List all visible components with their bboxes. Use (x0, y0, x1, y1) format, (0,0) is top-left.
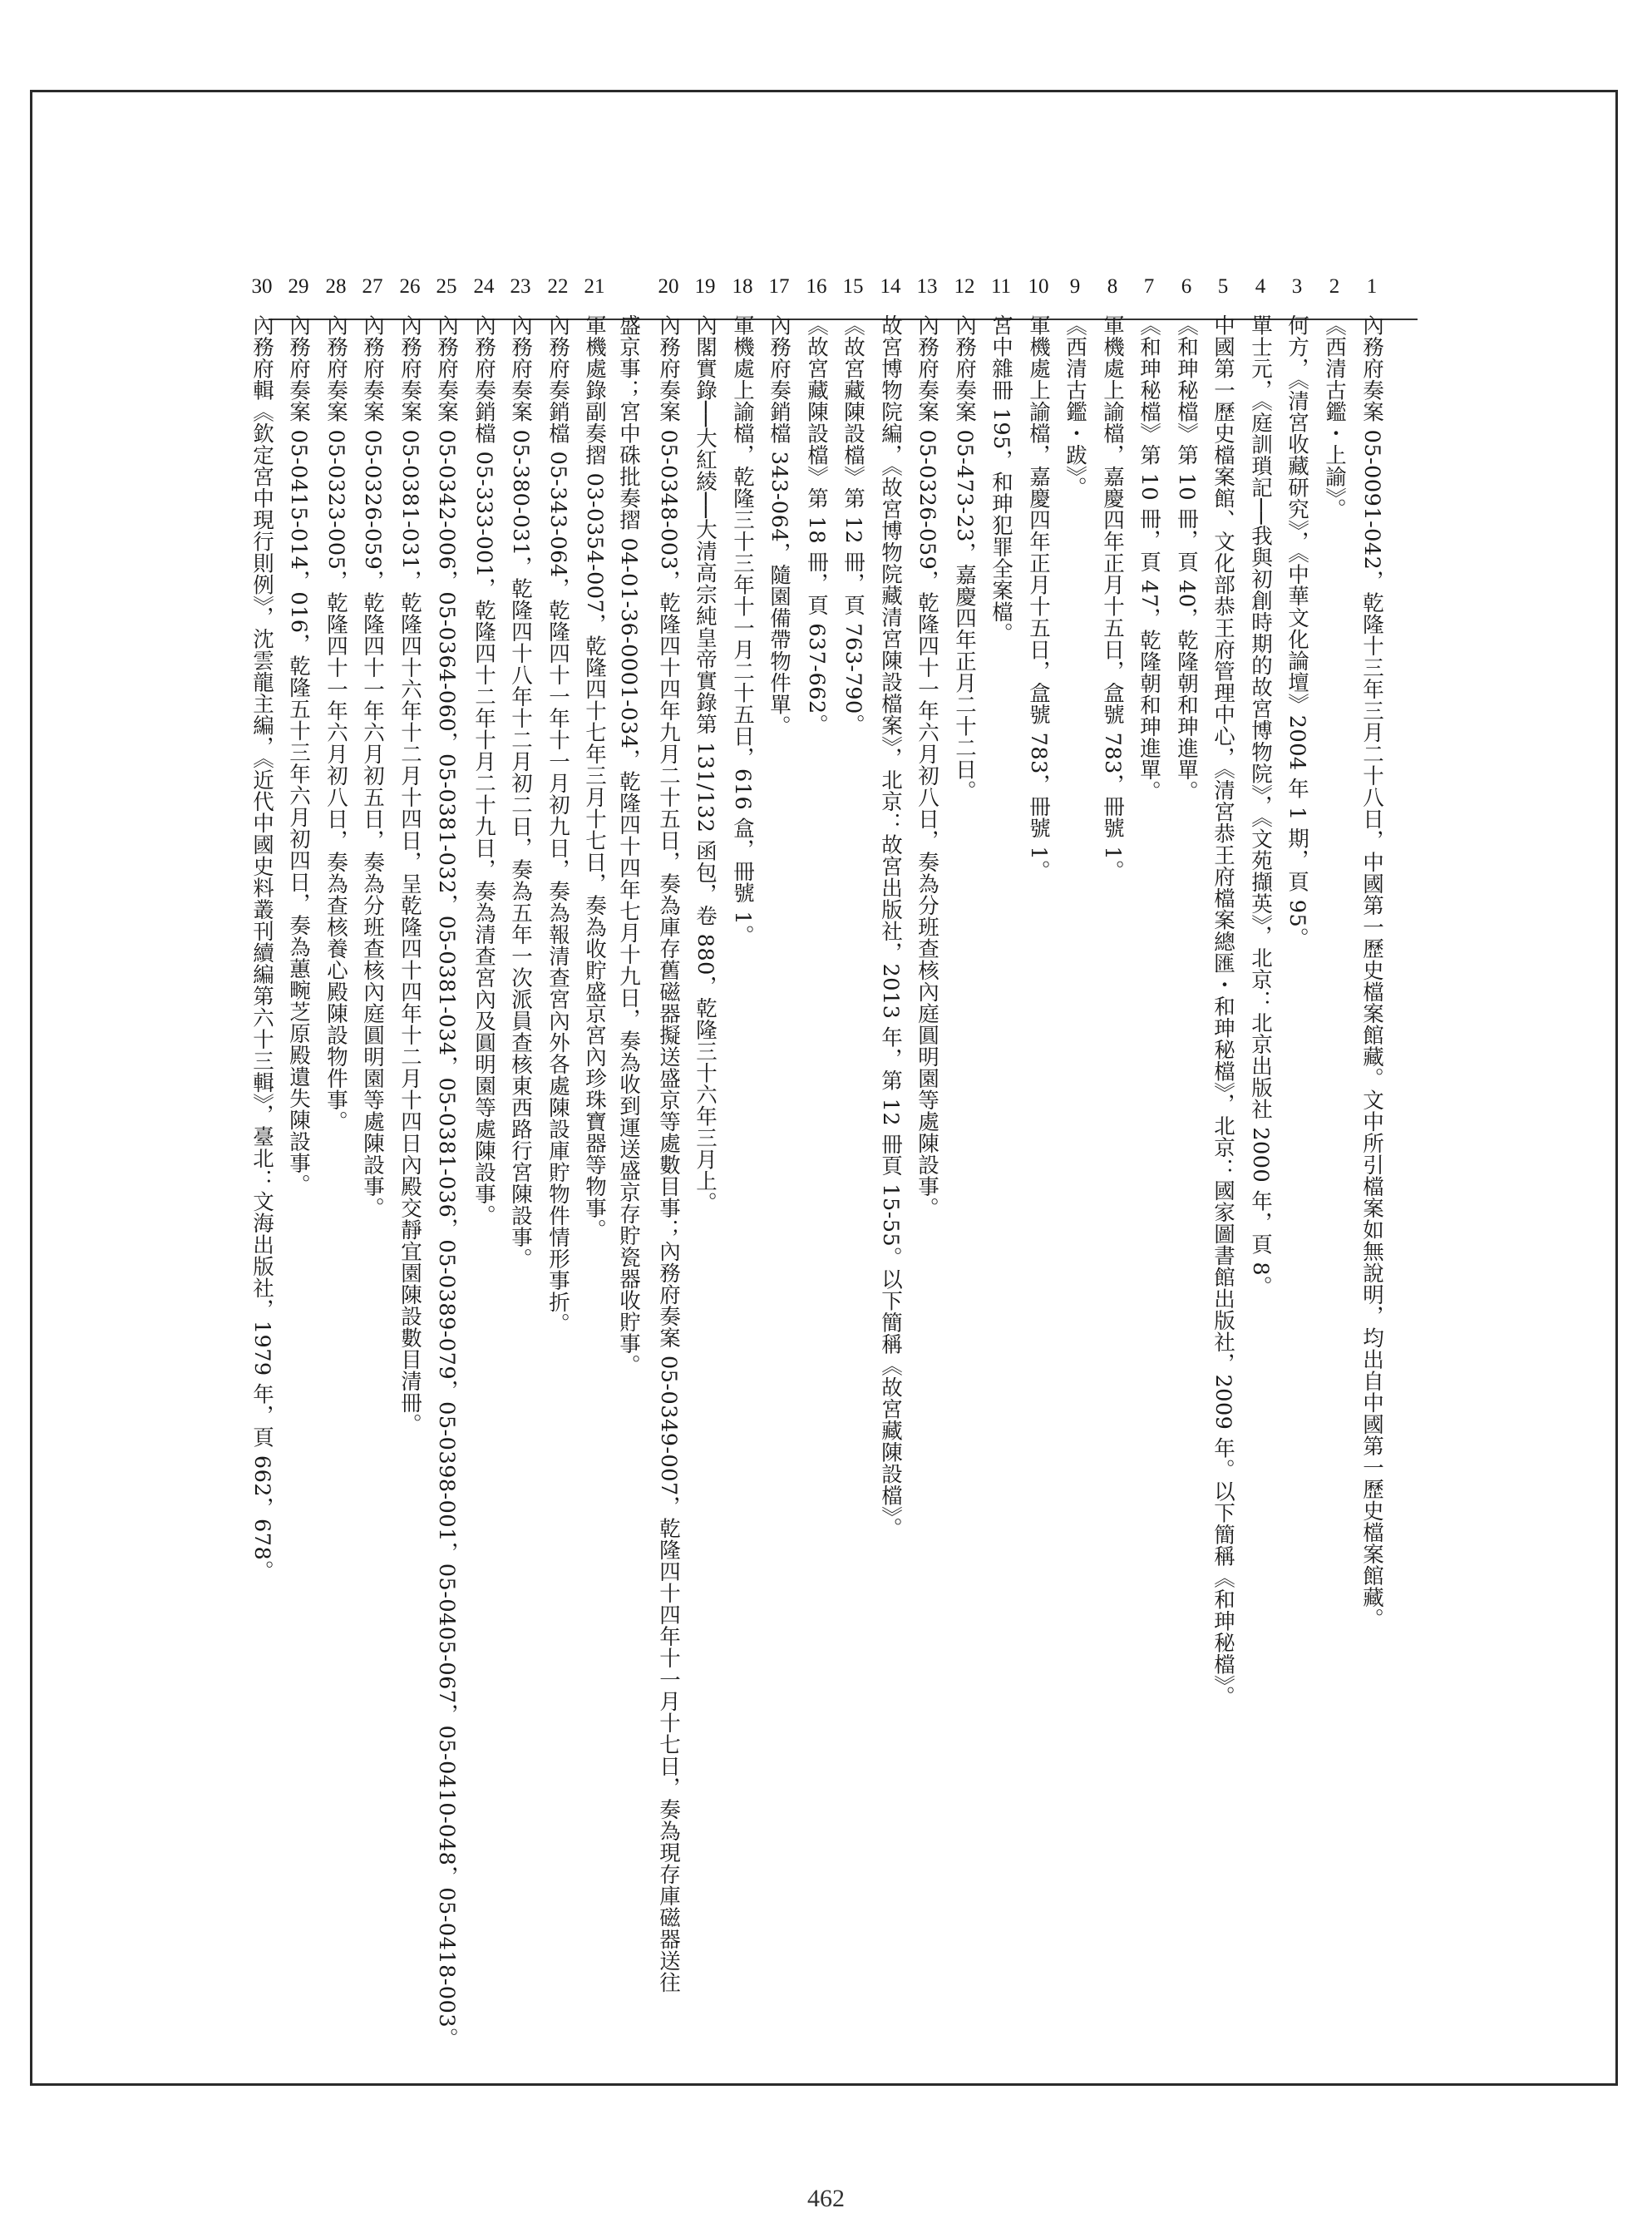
endnotes (0, 274, 1652, 2050)
endnote-text: 《和珅秘檔》第 10 冊，頁 40，乾隆朝和珅進單。 (1174, 314, 1199, 803)
endnote-text: 內務府奏案 05-0326-059，乾隆四十一年六月初八日，奏為分班查核內庭圓明園等處陳設事。 (915, 314, 939, 1219)
endnote-continuation-text: 盛京事；宮中硃批奏摺 04-01-36-0001-034，乾隆四十四年七月十九日，奏為收到運送盛京存貯瓷器收貯事。 (616, 314, 641, 1376)
endnote-text: 軍機處上諭檔，嘉慶四年正月十五日，盒號 783，冊號 1。 (1026, 314, 1051, 882)
endnote-number: 30 (251, 275, 273, 298)
endnote-text: 內閣實錄──大紅綾──大清高宗純皇帝實錄第 131/132 函包，卷 880，乾隆三十六年三月上。 (693, 314, 718, 1213)
endnote-text: 《故宮藏陳設檔》第 12 冊，頁 763-790。 (841, 314, 865, 736)
endnote (948, 274, 981, 802)
endnote-number: 11 (990, 275, 1012, 298)
endnote-text: 軍機處上諭檔，嘉慶四年正月十五日，盒號 783，冊號 1。 (1100, 314, 1125, 882)
endnote-text: 《和珅秘檔》第 10 冊，頁 47，乾隆朝和珅進單。 (1137, 314, 1161, 803)
endnote-number: 14 (880, 275, 901, 298)
endnote-continuation (615, 314, 648, 1379)
endnote (688, 274, 722, 1213)
endnote-text: 《西清古鑑・上諭》。 (1322, 314, 1347, 521)
endnote (356, 274, 389, 1218)
endnote (652, 274, 685, 1993)
endnote (541, 274, 575, 1335)
endnote (1280, 274, 1314, 949)
endnote-number: 18 (732, 275, 753, 298)
endnote-text: 內務府奏案 05-380-031，乾隆四十八年十二月初二日，奏為五年一次派員查核東西路行宮陳設事。 (508, 314, 533, 1270)
endnote-text: 內務府奏案 05-0342-006，05-0364-060，05-0381-032，05-0381-034，05-0381-036，05-0389-079，05-0398-001，05-0405-067，05-0410-048，05-0418-003。 (434, 314, 459, 2050)
endnote (1206, 274, 1240, 1707)
endnote-number: 26 (399, 275, 421, 298)
endnote-number: 28 (325, 275, 347, 298)
endnote (393, 274, 427, 1435)
endnote (874, 274, 907, 1539)
endnote-text: 內務府輯《欽定宮中現行則例》，沈雲龍主編，《近代中國史料叢刊續編第六十三輯》，臺北：文海出版社，1979 年，頁 662，678。 (249, 314, 274, 1583)
endnote-number: 4 (1255, 275, 1266, 298)
endnote (282, 274, 315, 1196)
endnote-text: 內務府奏案 05-473-23，嘉慶四年正月二十二日。 (952, 314, 977, 802)
endnote-number: 7 (1143, 275, 1155, 298)
endnote-text: 內務府奏案 05-0091-042，乾隆十三年三月二十八日，中國第一歷史檔案館藏。文中所引檔案如無說明，均出自中國第一歷史檔案館藏。 (1359, 314, 1384, 1630)
endnote-text: 內務府奏案 05-0415-014，016，乾隆五十三年六月初四日，奏為蕙畹芝原殿遺失陳設事。 (286, 314, 311, 1196)
endnote-text: 內務府奏案 05-0326-059，乾隆四十一年六月初五日，奏為分班查核內庭圓明園等處陳設事。 (360, 314, 385, 1219)
endnote-text: 內務府奏銷檔 05-333-001，乾隆四十二年十月二十九日，奏為清查宮內及圓明園等處陳設事。 (471, 314, 496, 1227)
endnote (430, 274, 463, 2049)
endnote-text: 中國第一歷史檔案館、文化部恭王府管理中心，《清宮恭王府檔案總匯・和珅秘檔》，北京：國家圖書館出版社，2009 年。以下簡稱《和珅秘檔》。 (1211, 314, 1235, 1708)
endnote-number: 13 (916, 275, 938, 298)
endnote-text: 宮中雜冊 195，和珅犯罪全案檔。 (989, 314, 1013, 645)
endnote (984, 274, 1018, 645)
endnote-number: 10 (1028, 275, 1049, 298)
endnote-number: 12 (954, 275, 975, 298)
endnote-text: 《故宮藏陳設檔》第 18 冊，頁 637-662。 (804, 314, 829, 736)
endnote-text: 內務府奏案 05-0323-005，乾隆四十一年六月初八日，奏為查核養心殿陳設物件事。 (323, 314, 348, 1133)
endnote-number: 24 (473, 275, 495, 298)
endnote (467, 274, 501, 1227)
endnote (578, 274, 611, 1240)
endnote-number: 17 (768, 275, 790, 298)
endnote (1096, 274, 1129, 882)
endnote-number: 1 (1366, 275, 1378, 298)
endnote-number: 20 (658, 275, 679, 298)
endnote-number: 5 (1217, 275, 1229, 298)
endnote (504, 274, 537, 1270)
endnote-text: 故宮博物院編，《故宮博物院藏清宮陳設檔案》，北京：故宮出版社，2013 年，第 12 冊頁 15-55。以下簡稱《故宮藏陳設檔》。 (878, 314, 903, 1539)
endnote-number: 16 (806, 275, 827, 298)
page-number: 462 (807, 2185, 845, 2212)
endnote (762, 274, 796, 737)
endnote (910, 274, 944, 1218)
endnote-number: 23 (510, 275, 531, 298)
endnote-number: 15 (842, 275, 864, 298)
endnote (1355, 274, 1388, 1629)
endnote-number: 9 (1069, 275, 1081, 298)
endnote-number: 8 (1107, 275, 1118, 298)
endnote (319, 274, 353, 1132)
endnote-text: 軍機處錄副奏摺 03-0354-007，乾隆四十七年三月十七日，奏為收貯盛京宮內珍珠寶器等物事。 (582, 314, 607, 1241)
endnote-number: 19 (694, 275, 716, 298)
endnote (726, 274, 759, 946)
endnote-text: 內務府奏銷檔 343-064，隨園備帶物件單。 (767, 314, 791, 738)
endnote (1132, 274, 1166, 803)
endnote-number: 6 (1181, 275, 1192, 298)
endnote (1170, 274, 1203, 803)
endnote-number: 22 (547, 275, 569, 298)
endnote-number: 29 (288, 275, 309, 298)
endnote-text: 何方，《清宮收藏研究》，《中華文化論壇》2004 年 1 期，頁 95。 (1285, 314, 1309, 950)
endnote (1244, 274, 1277, 1297)
endnote (1318, 274, 1351, 520)
endnote-text: 單士元，《庭訓瑣記──我與初創時期的故宮博物院》，《文苑擷英》，北京：北京出版社 2000 年，頁 8。 (1248, 314, 1273, 1298)
endnote-number: 25 (436, 275, 457, 298)
endnote-text: 軍機處上諭檔，乾隆三十三年十一月二十五日，616 盒，冊號 1。 (730, 314, 755, 947)
endnote-text: 《西清古鑑・跋》。 (1063, 314, 1087, 499)
endnote-number: 27 (362, 275, 383, 298)
endnote (245, 274, 279, 1582)
endnote-number: 21 (584, 275, 605, 298)
endnote (1058, 274, 1092, 498)
endnote-number: 2 (1329, 275, 1340, 298)
endnote (1022, 274, 1055, 882)
endnote-text: 內務府奏銷檔 05-343-064，乾隆四十一年十一月初九日，奏為報清查宮內外各處陳設庫貯物件情形事折。 (545, 314, 570, 1335)
endnote (800, 274, 833, 736)
endnote-number: 3 (1291, 275, 1303, 298)
endnote (836, 274, 870, 736)
endnote-text: 內務府奏案 05-0381-031，乾隆四十六年十二月十四日，呈乾隆四十四年十二月十四日內殿交靜宜園陳設數目清冊。 (397, 314, 422, 1435)
endnote-text: 內務府奏案 05-0348-003，乾隆四十四年九月二十五日，奏為庫存舊磁器擬送盛京等處數目事；內務府奏案 05-0349-007，乾隆四十四年十一月十七日，奏為現存庫磁器送往 (656, 314, 681, 1993)
